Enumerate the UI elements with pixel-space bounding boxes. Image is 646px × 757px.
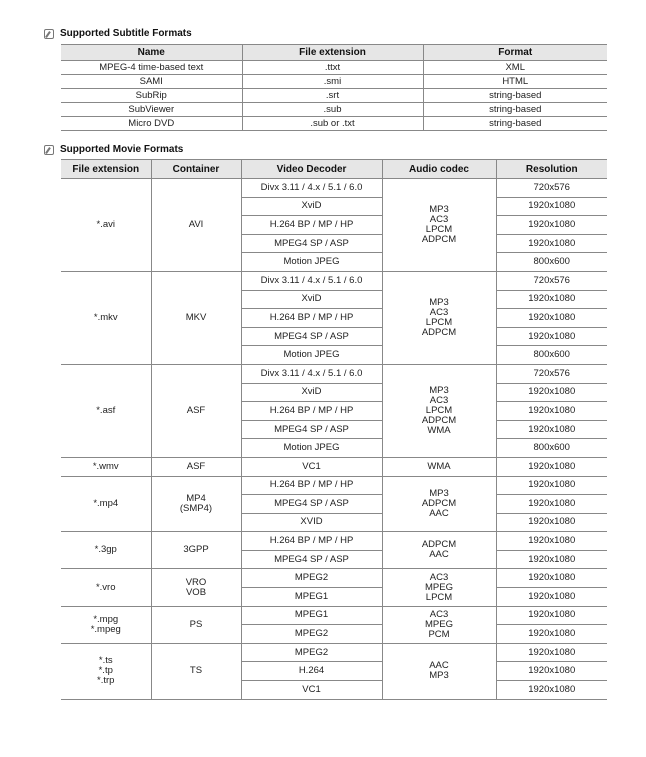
column-header-resolution: Resolution bbox=[496, 160, 607, 179]
table-row bbox=[61, 569, 607, 588]
cell-resolution: 1920x1080 bbox=[496, 532, 607, 551]
cell-video-decoder: MPEG2 bbox=[241, 625, 382, 644]
cell-audio-codec: ADPCM AAC bbox=[382, 532, 496, 569]
cell-name: SAMI bbox=[61, 75, 242, 89]
cell-container: MP4 (SMP4) bbox=[151, 476, 241, 532]
cell-video-decoder: H.264 bbox=[241, 662, 382, 681]
table-row bbox=[61, 179, 607, 198]
column-header-video-decoder: Video Decoder bbox=[241, 160, 382, 179]
cell-video-decoder: VC1 bbox=[241, 681, 382, 700]
cell-format: string-based bbox=[423, 89, 607, 103]
cell-resolution: 1920x1080 bbox=[496, 513, 607, 532]
cell-video-decoder: Motion JPEG bbox=[241, 439, 382, 458]
cell-resolution: 1920x1080 bbox=[496, 550, 607, 569]
cell-resolution: 1920x1080 bbox=[496, 606, 607, 625]
cell-resolution: 720x576 bbox=[496, 179, 607, 198]
cell-video-decoder: MPEG4 SP / ASP bbox=[241, 327, 382, 346]
cell-file-extension: *.mpg *.mpeg bbox=[61, 606, 151, 643]
cell-file-extension: *.vro bbox=[61, 569, 151, 606]
cell-file-extension: .sub or .txt bbox=[242, 117, 423, 131]
cell-name: SubRip bbox=[61, 89, 242, 103]
cell-video-decoder: VC1 bbox=[241, 457, 382, 476]
cell-resolution: 1920x1080 bbox=[496, 643, 607, 662]
cell-video-decoder: MPEG1 bbox=[241, 588, 382, 607]
table-row bbox=[61, 364, 607, 383]
cell-format: XML bbox=[423, 61, 607, 75]
cell-file-extension: *.mkv bbox=[61, 271, 151, 364]
cell-video-decoder: MPEG4 SP / ASP bbox=[241, 234, 382, 253]
column-header-file-extension: File extension bbox=[242, 45, 423, 61]
cell-file-extension: .sub bbox=[242, 103, 423, 117]
cell-container: TS bbox=[151, 643, 241, 699]
cell-name: MPEG-4 time-based text bbox=[61, 61, 242, 75]
cell-video-decoder: Motion JPEG bbox=[241, 346, 382, 365]
cell-video-decoder: MPEG4 SP / ASP bbox=[241, 550, 382, 569]
cell-resolution: 1920x1080 bbox=[496, 420, 607, 439]
cell-video-decoder: MPEG2 bbox=[241, 643, 382, 662]
cell-audio-codec: MP3 AC3 LPCM ADPCM bbox=[382, 179, 496, 272]
column-header-format: Format bbox=[423, 45, 607, 61]
cell-container: PS bbox=[151, 606, 241, 643]
cell-video-decoder: H.264 BP / MP / HP bbox=[241, 216, 382, 235]
cell-video-decoder: Divx 3.11 / 4.x / 5.1 / 6.0 bbox=[241, 179, 382, 198]
cell-format: HTML bbox=[423, 75, 607, 89]
cell-file-extension: .srt bbox=[242, 89, 423, 103]
table-row bbox=[61, 271, 607, 290]
cell-audio-codec: AAC MP3 bbox=[382, 643, 496, 699]
table-row bbox=[61, 643, 607, 662]
cell-video-decoder: MPEG4 SP / ASP bbox=[241, 495, 382, 514]
cell-file-extension: *.asf bbox=[61, 364, 151, 457]
table-row bbox=[61, 532, 607, 551]
cell-video-decoder: XviD bbox=[241, 290, 382, 309]
column-header-file-extension: File extension bbox=[61, 160, 151, 179]
cell-video-decoder: XVID bbox=[241, 513, 382, 532]
table-row bbox=[61, 61, 607, 75]
cell-resolution: 800x600 bbox=[496, 346, 607, 365]
cell-resolution: 1920x1080 bbox=[496, 681, 607, 700]
cell-file-extension: .smi bbox=[242, 75, 423, 89]
column-header-container: Container bbox=[151, 160, 241, 179]
note-icon bbox=[44, 145, 54, 155]
column-header-audio-codec: Audio codec bbox=[382, 160, 496, 179]
cell-video-decoder: MPEG4 SP / ASP bbox=[241, 420, 382, 439]
cell-resolution: 1920x1080 bbox=[496, 234, 607, 253]
cell-audio-codec: MP3 AC3 LPCM ADPCM bbox=[382, 271, 496, 364]
cell-name: SubViewer bbox=[61, 103, 242, 117]
cell-audio-codec: MP3 AC3 LPCM ADPCM WMA bbox=[382, 364, 496, 457]
cell-file-extension: *.avi bbox=[61, 179, 151, 272]
table-row bbox=[61, 103, 607, 117]
table-header-row bbox=[61, 45, 607, 61]
cell-video-decoder: XviD bbox=[241, 383, 382, 402]
cell-resolution: 800x600 bbox=[496, 253, 607, 272]
table-row bbox=[61, 606, 607, 625]
cell-file-extension: *.ts *.tp *.trp bbox=[61, 643, 151, 699]
cell-video-decoder: H.264 BP / MP / HP bbox=[241, 309, 382, 328]
cell-name: Micro DVD bbox=[61, 117, 242, 131]
cell-audio-codec: AC3 MPEG PCM bbox=[382, 606, 496, 643]
cell-container: MKV bbox=[151, 271, 241, 364]
cell-resolution: 1920x1080 bbox=[496, 290, 607, 309]
table-row bbox=[61, 457, 607, 476]
cell-resolution: 720x576 bbox=[496, 364, 607, 383]
cell-resolution: 1920x1080 bbox=[496, 495, 607, 514]
cell-video-decoder: Divx 3.11 / 4.x / 5.1 / 6.0 bbox=[241, 271, 382, 290]
cell-resolution: 1920x1080 bbox=[496, 216, 607, 235]
movie-formats-title: Supported Movie Formats bbox=[60, 144, 184, 155]
table-row bbox=[61, 89, 607, 103]
cell-file-extension: .ttxt bbox=[242, 61, 423, 75]
cell-video-decoder: Motion JPEG bbox=[241, 253, 382, 272]
cell-container: VRO VOB bbox=[151, 569, 241, 606]
cell-video-decoder: XviD bbox=[241, 197, 382, 216]
cell-format: string-based bbox=[423, 103, 607, 117]
cell-file-extension: *.wmv bbox=[61, 457, 151, 476]
cell-audio-codec: WMA bbox=[382, 457, 496, 476]
note-icon bbox=[44, 29, 54, 39]
cell-container: ASF bbox=[151, 364, 241, 457]
cell-resolution: 1920x1080 bbox=[496, 588, 607, 607]
cell-video-decoder: H.264 BP / MP / HP bbox=[241, 532, 382, 551]
subtitle-formats-heading bbox=[44, 28, 192, 39]
movie-formats-table bbox=[61, 159, 607, 700]
cell-container: ASF bbox=[151, 457, 241, 476]
cell-resolution: 1920x1080 bbox=[496, 662, 607, 681]
cell-audio-codec: AC3 MPEG LPCM bbox=[382, 569, 496, 606]
cell-resolution: 1920x1080 bbox=[496, 327, 607, 346]
table-header-row bbox=[61, 160, 607, 179]
cell-resolution: 720x576 bbox=[496, 271, 607, 290]
cell-resolution: 1920x1080 bbox=[496, 625, 607, 644]
cell-file-extension: *.mp4 bbox=[61, 476, 151, 532]
cell-format: string-based bbox=[423, 117, 607, 131]
cell-resolution: 1920x1080 bbox=[496, 197, 607, 216]
subtitle-formats-table bbox=[61, 44, 607, 131]
movie-formats-heading bbox=[44, 144, 183, 155]
cell-resolution: 1920x1080 bbox=[496, 457, 607, 476]
cell-resolution: 1920x1080 bbox=[496, 383, 607, 402]
cell-video-decoder: MPEG2 bbox=[241, 569, 382, 588]
subtitle-formats-title: Supported Subtitle Formats bbox=[60, 28, 192, 39]
cell-video-decoder: H.264 BP / MP / HP bbox=[241, 402, 382, 421]
cell-resolution: 1920x1080 bbox=[496, 309, 607, 328]
cell-video-decoder: Divx 3.11 / 4.x / 5.1 / 6.0 bbox=[241, 364, 382, 383]
cell-video-decoder: H.264 BP / MP / HP bbox=[241, 476, 382, 495]
cell-container: AVI bbox=[151, 179, 241, 272]
cell-audio-codec: MP3 ADPCM AAC bbox=[382, 476, 496, 532]
cell-resolution: 1920x1080 bbox=[496, 402, 607, 421]
cell-resolution: 1920x1080 bbox=[496, 476, 607, 495]
cell-file-extension: *.3gp bbox=[61, 532, 151, 569]
table-row bbox=[61, 476, 607, 495]
table-row bbox=[61, 117, 607, 131]
cell-resolution: 800x600 bbox=[496, 439, 607, 458]
cell-video-decoder: MPEG1 bbox=[241, 606, 382, 625]
table-row bbox=[61, 75, 607, 89]
column-header-name: Name bbox=[61, 45, 242, 61]
cell-container: 3GPP bbox=[151, 532, 241, 569]
cell-resolution: 1920x1080 bbox=[496, 569, 607, 588]
